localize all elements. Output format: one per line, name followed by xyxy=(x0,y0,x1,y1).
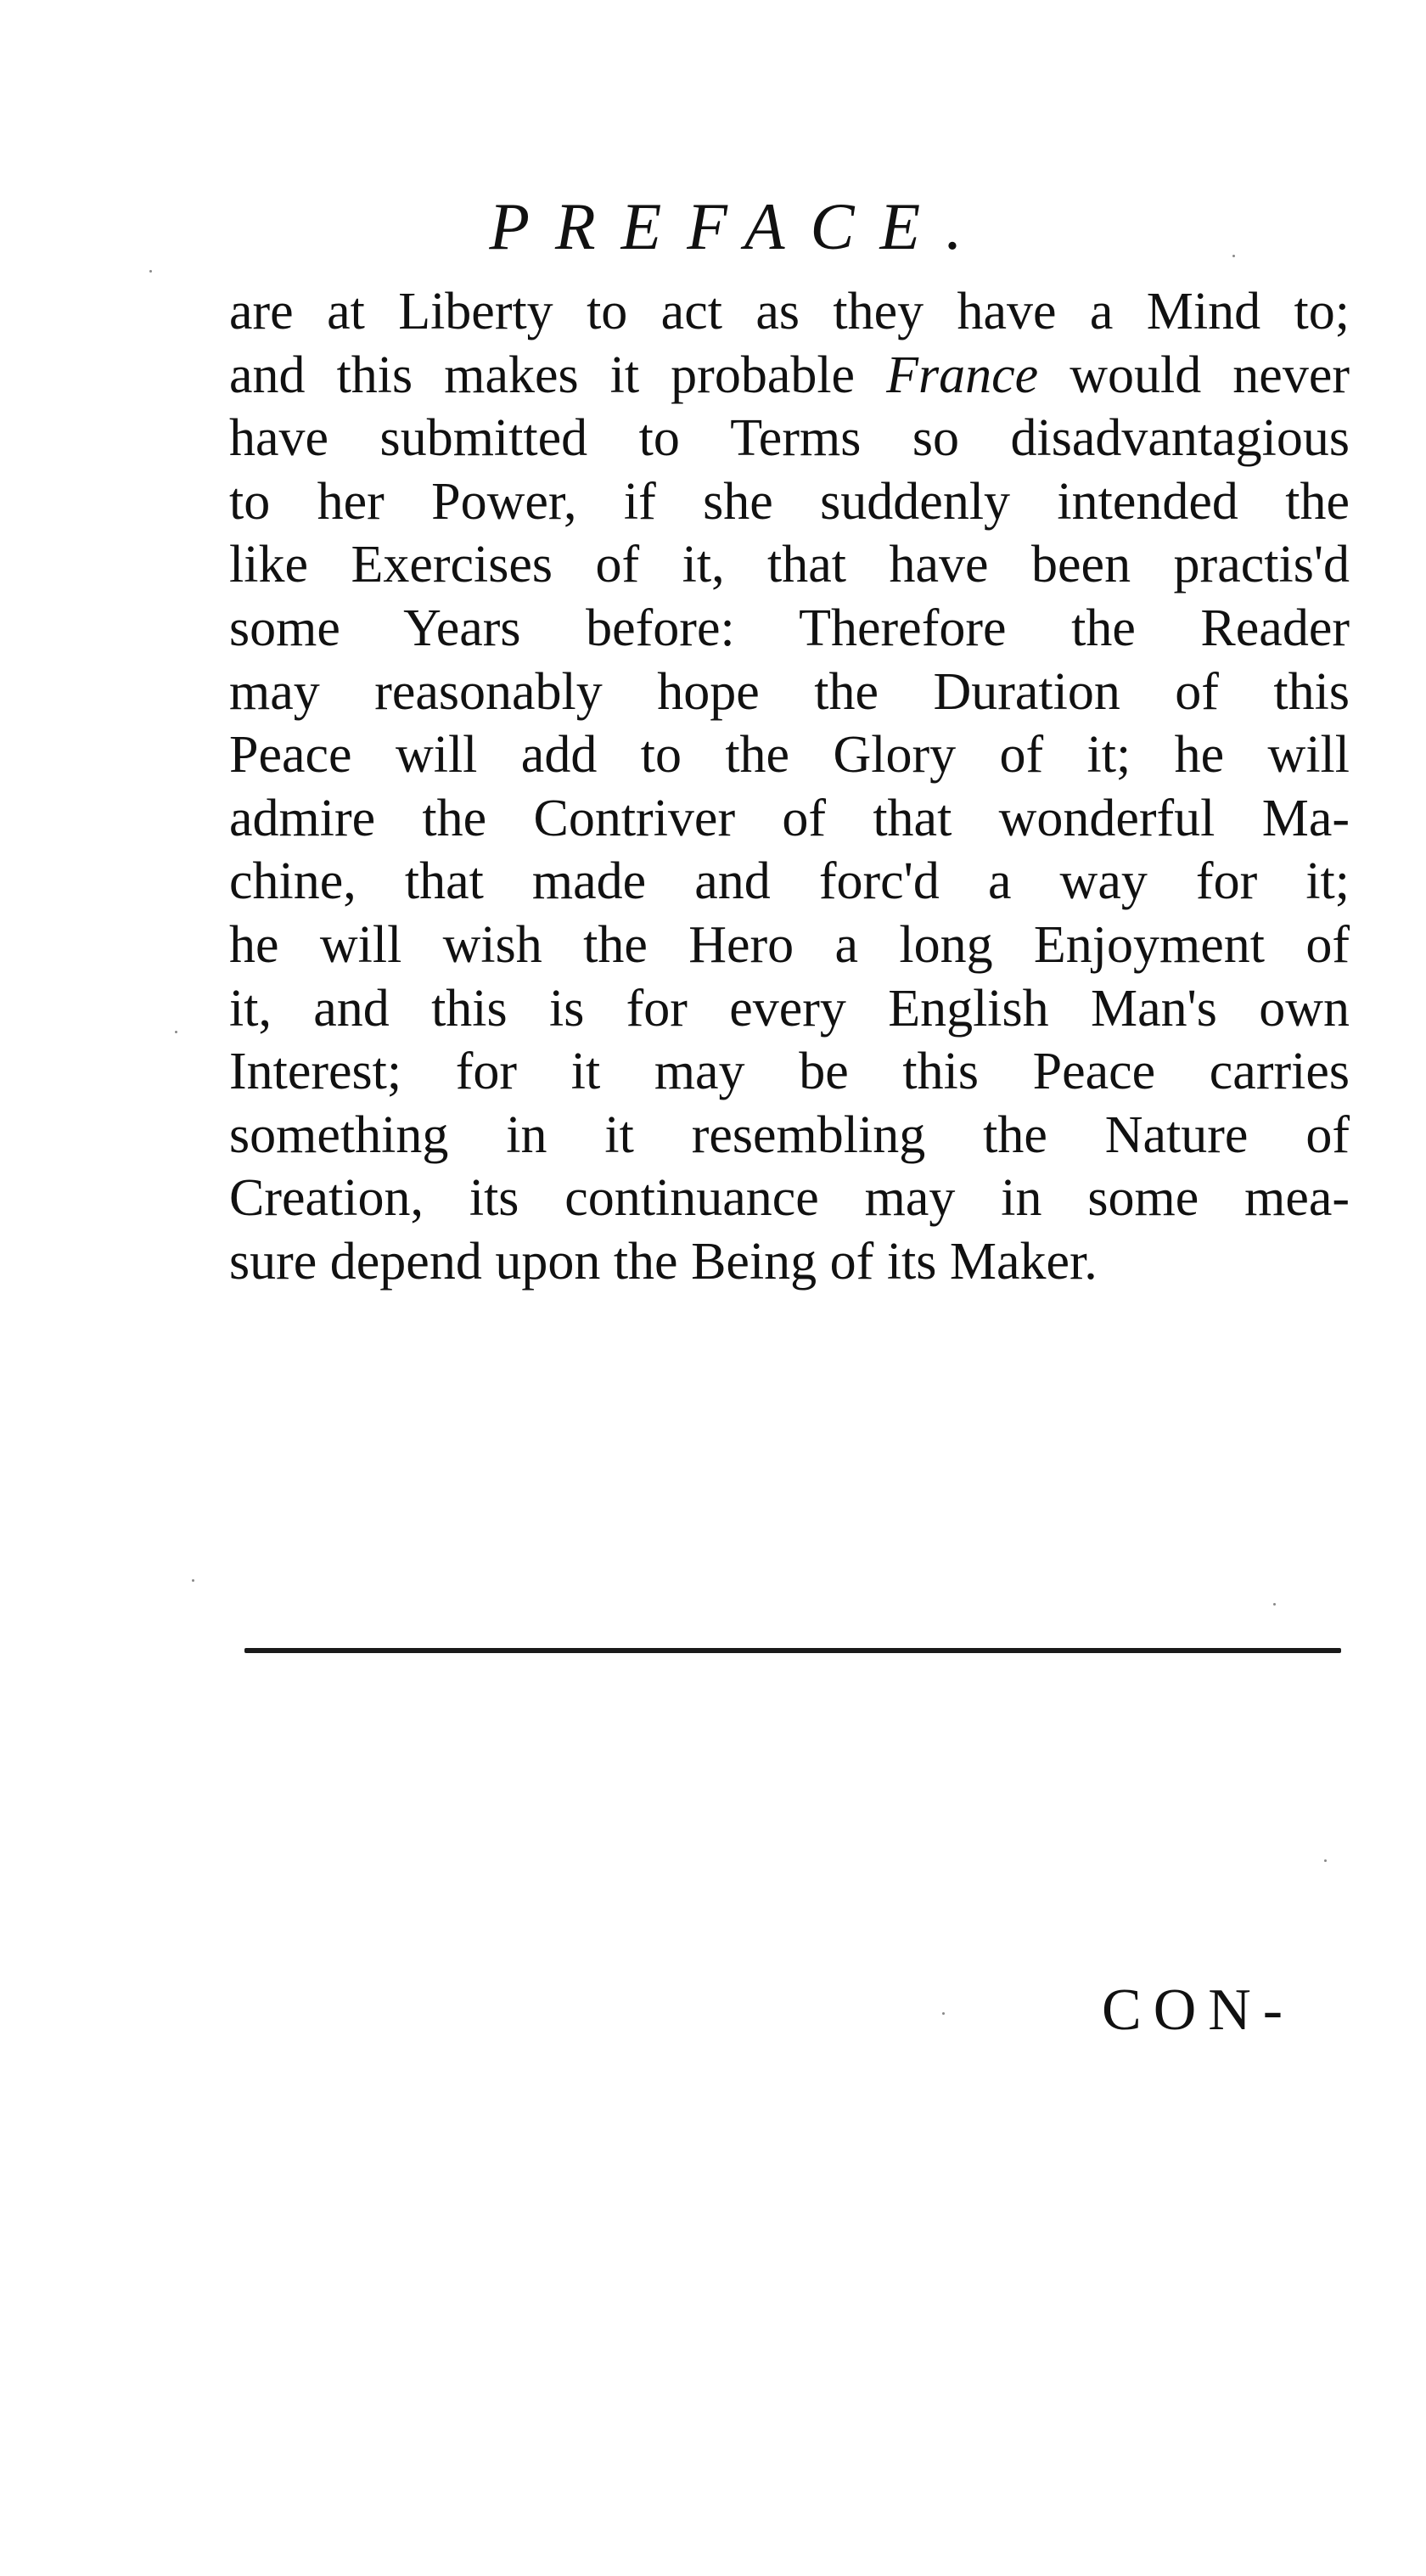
catchword: CON- xyxy=(1102,1977,1295,2043)
text-line: he will wish the Hero a long Enjoyment of xyxy=(229,915,1350,974)
print-speck xyxy=(1324,1859,1327,1862)
running-head: PREFACE. xyxy=(489,189,988,263)
text-line: like Exercises of it, that have been practis'd xyxy=(229,536,1350,594)
text-line: are at Liberty to act as they have a Mind to; xyxy=(229,283,1350,340)
print-speck xyxy=(192,1579,194,1582)
print-speck xyxy=(942,2012,945,2015)
text-line xyxy=(229,344,1350,408)
text-line: something in it resembling the Nature of xyxy=(229,1105,1350,1164)
italic-word-france: France xyxy=(886,346,1039,404)
text-line: Interest; for it may be this Peace carries xyxy=(229,1043,1350,1101)
print-speck xyxy=(175,1031,177,1033)
print-speck xyxy=(1273,1603,1276,1606)
text-line: sure depend upon the Being of its Maker. xyxy=(229,1232,1098,1291)
horizontal-rule xyxy=(244,1648,1341,1653)
text-line: may reasonably hope the Duration of this xyxy=(229,662,1350,721)
text-line: admire the Contriver of that wonderful Ma- xyxy=(229,789,1350,847)
text-line: Creation, its continuance may in some mea- xyxy=(229,1169,1350,1228)
text-line: chine, that made and forc'd a way for it; xyxy=(229,852,1350,911)
text-line: it, and this is for every English Man's own xyxy=(229,979,1350,1038)
preface-text xyxy=(229,280,1350,1294)
text-line: Peace will add to the Glory of it; he will xyxy=(229,726,1350,785)
text-line-segment: and this makes it probable xyxy=(229,346,887,404)
print-speck xyxy=(1232,255,1235,257)
text-line: to her Power, if she suddenly intended the xyxy=(229,472,1350,531)
text-line-segment: would never xyxy=(1038,346,1350,404)
text-line: have submitted to Terms so disadvantagious xyxy=(229,409,1350,468)
print-speck xyxy=(149,270,152,273)
text-line: some Years before: Therefore the Reader xyxy=(229,599,1350,657)
